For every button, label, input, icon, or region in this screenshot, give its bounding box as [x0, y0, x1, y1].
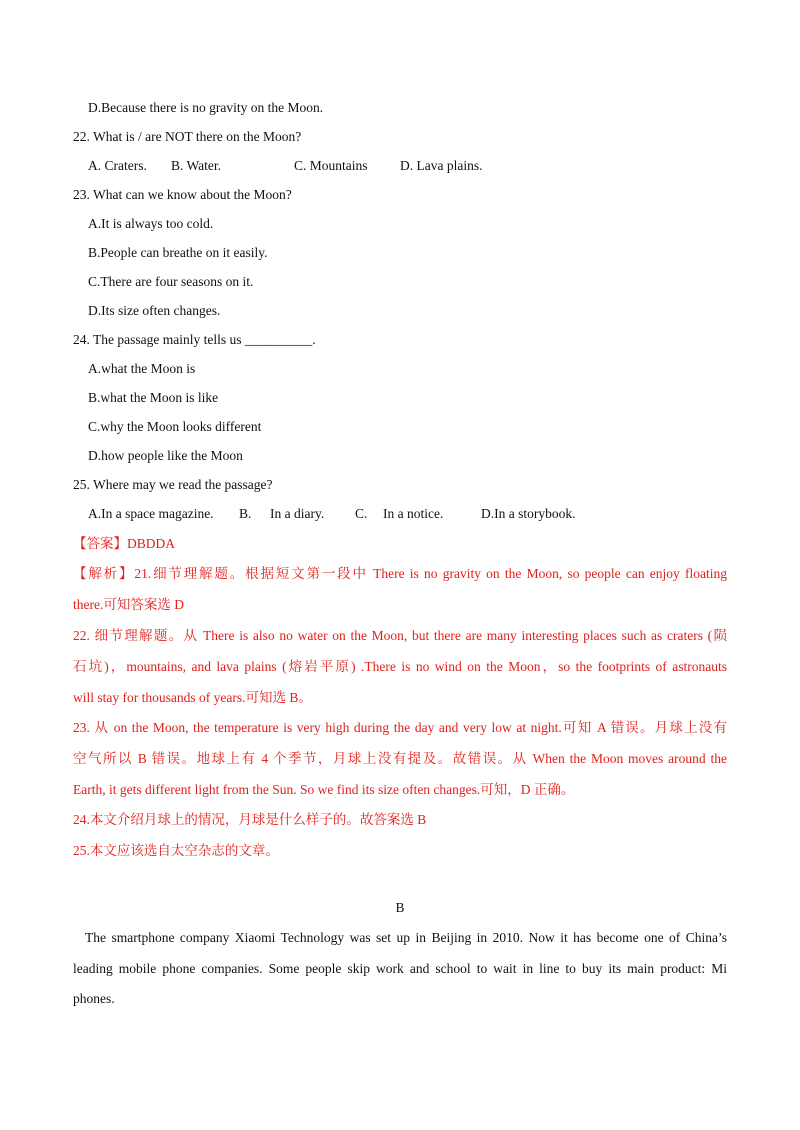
- passage-line-3: phones.: [73, 991, 115, 1006]
- analysis-line-1: [73, 565, 727, 583]
- q23-option-b: B.People can breathe on it easily.: [88, 245, 268, 260]
- analysis-line-5: will stay for thousands of years.可知选 B。: [73, 690, 312, 705]
- section-heading: B: [395, 900, 405, 915]
- analysis-line-10: 25.本文应该选自太空杂志的文章。: [73, 843, 279, 858]
- q24-option-a: A.what the Moon is: [88, 361, 196, 376]
- q22-option-b: B. Water.: [171, 158, 222, 173]
- q21-option-d: D.Because there is no gravity on the Moon.: [88, 100, 324, 115]
- q22-option-a: A. Craters.: [88, 158, 147, 173]
- analysis-line-8: Earth, it gets different light from the Sun. So we find its size often changes.可知，D 正确。: [73, 782, 575, 797]
- analysis-line-6: 23. 从 on the Moon, the temperature is very high during the day and very low at night.可知 A 错误。月球上没有: [73, 720, 727, 735]
- analysis-line-9: 24.本文介绍月球上的情况，月球是什么样子的。故答案选 B: [73, 812, 427, 827]
- q23-question: 23. What can we know about the Moon?: [73, 187, 292, 202]
- q25-option-c-letter: C.: [355, 506, 368, 521]
- analysis-line-7: 空气所以 B 错误。地球上有 4 个季节，月球上没有提及。故错误。从 When the Moon moves around the: [73, 751, 727, 766]
- q22-question: 22. What is / are NOT there on the Moon?: [73, 129, 302, 144]
- q25-option-b-letter: B.: [239, 506, 252, 521]
- analysis-text-1: 21.细节理解题。根据短文第一段中 There is no gravity on the Moon, so people can enjoy floating: [134, 566, 728, 581]
- q25-option-b-text: In a diary.: [270, 506, 325, 521]
- analysis-label: 【解析】: [73, 566, 135, 581]
- answer-value: DBDDA: [127, 536, 176, 551]
- q24-question: 24. The passage mainly tells us __________.: [73, 332, 316, 347]
- q24-option-b: B.what the Moon is like: [88, 390, 219, 405]
- q24-option-c: C.why the Moon looks different: [88, 419, 262, 434]
- passage-line-1: The smartphone company Xiaomi Technology was set up in Beijing in 2010. Now it has become one of China’s: [85, 930, 727, 945]
- answer-line: [73, 535, 175, 553]
- analysis-line-3: 22. 细节理解题。从 There is also no water on the Moon, but there are many interesting places such as craters (陨: [73, 628, 727, 643]
- answer-label: 【答案】: [73, 536, 127, 551]
- analysis-line-2: there.可知答案选 D: [73, 597, 184, 612]
- passage-line-2: leading mobile phone companies. Some people skip work and school to wait in line to buy its main product: Mi: [73, 961, 727, 976]
- q23-option-c: C.There are four seasons on it.: [88, 274, 254, 289]
- q23-option-a: A.It is always too cold.: [88, 216, 214, 231]
- q22-option-d: D. Lava plains.: [400, 158, 483, 173]
- q23-option-d: D.Its size often changes.: [88, 303, 221, 318]
- q25-option-d: D.In a storybook.: [481, 506, 576, 521]
- q25-question: 25. Where may we read the passage?: [73, 477, 273, 492]
- q25-option-c-text: In a notice.: [383, 506, 444, 521]
- q25-option-a: A.In a space magazine.: [88, 506, 214, 521]
- analysis-line-4: 石坑)，mountains, and lava plains (熔岩平原) .There is no wind on the Moon，so the footprints of astronauts: [73, 659, 727, 674]
- q22-option-c: C. Mountains: [294, 158, 368, 173]
- q24-option-d: D.how people like the Moon: [88, 448, 243, 463]
